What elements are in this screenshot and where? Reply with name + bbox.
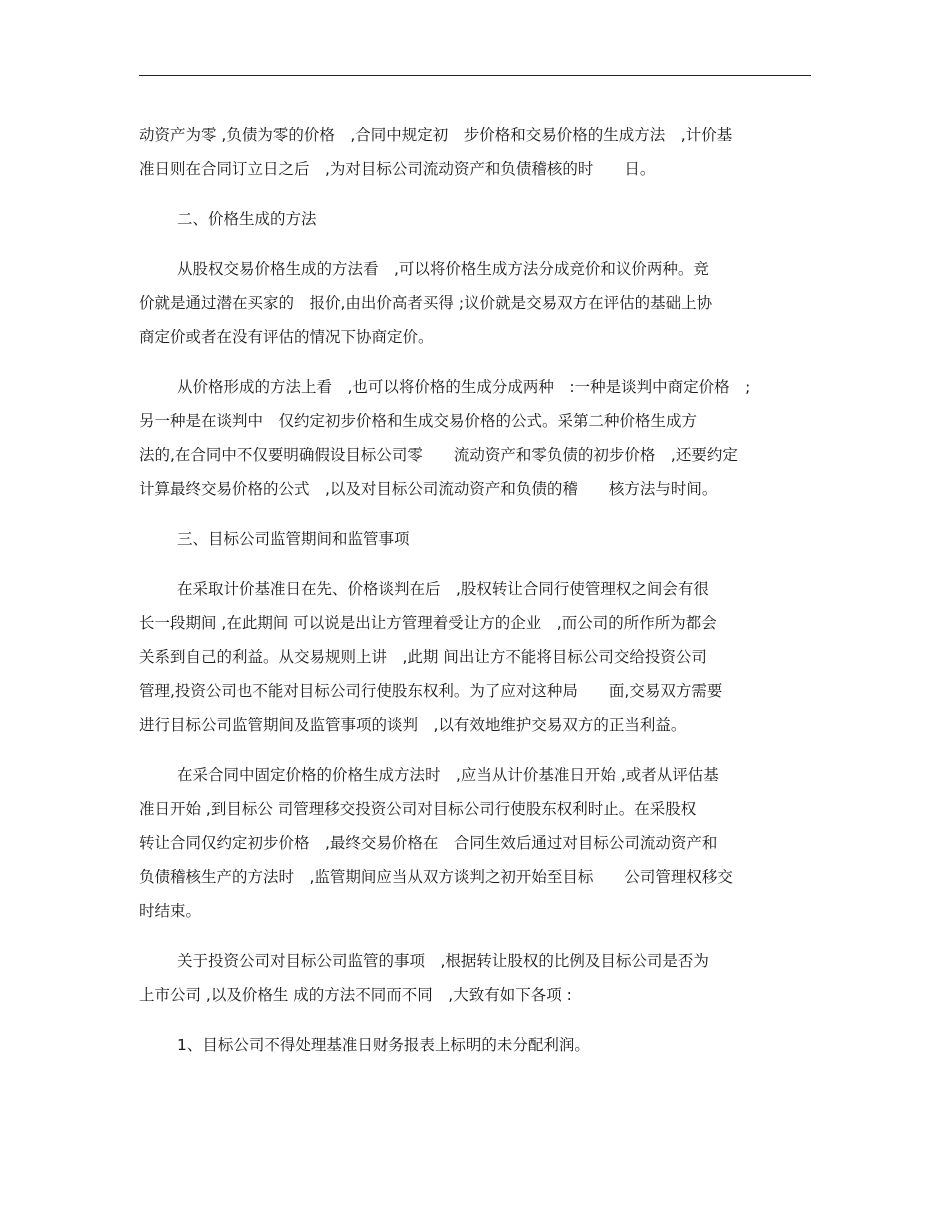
text-line: 上市公司 ,以及价格生 成的方法不同而不同 ,大致有如下各项 : [139, 986, 572, 1004]
text-line: 从股权交易价格生成的方法看 ,可以将价格生成方法分成竞价和议价两种。竞 [177, 260, 709, 278]
text-line: 管理,投资公司也不能对目标公司行使股东权利。为了应对这种局 面,交易双方需要 [139, 682, 723, 700]
paragraph-supervision-period [139, 572, 811, 742]
text-line: 动资产为零 ,负债为零的价格 ,合同中规定初 步价格和交易价格的生成方法 ,计价基 [139, 126, 733, 144]
text-line: 关于投资公司对目标公司监管的事项 ,根据转让股权的比例及目标公司是否为 [177, 952, 709, 970]
text-line: 转让合同仅约定初步价格 ,最终交易价格在 合同生效后通过对目标公司流动资产和 [139, 834, 718, 852]
paragraph-fixed-price [139, 758, 811, 928]
list-item-1 [139, 1028, 811, 1062]
paragraph-price-formation [139, 370, 811, 506]
heading-text: 三、目标公司监管期间和监管事项 [177, 530, 410, 548]
paragraph-bidding [139, 252, 811, 354]
text-line: 法的,在合同中不仅要明确假设目标公司零 流动资产和零负债的初步价格 ,还要约定 [139, 446, 738, 464]
text-line: 计算最终交易价格的公式 ,以及对目标公司流动资产和负债的稽 核方法与时间。 [139, 480, 718, 498]
text-line: 负债稽核生产的方法时 ,监管期间应当从双方谈判之初开始至目标 公司管理权移交 [139, 868, 733, 886]
section-heading-price-method [139, 202, 811, 236]
document-body [139, 118, 811, 1062]
text-line: 商定价或者在没有评估的情况下协商定价。 [139, 328, 434, 346]
header-rule [139, 75, 811, 76]
paragraph-supervision-items [139, 944, 811, 1012]
section-heading-supervision [139, 522, 811, 556]
text-line: 从价格形成的方法上看 ,也可以将价格的生成分成两种 :一种是谈判中商定价格 ; [177, 378, 751, 396]
heading-text: 二、价格生成的方法 [177, 210, 317, 228]
text-line: 在采合同中固定价格的价格生成方法时 ,应当从计价基准日开始 ,或者从评估基 [177, 766, 719, 784]
text-line: 另一种是在谈判中 仅约定初步价格和生成交易价格的公式。采第二种价格生成方 [139, 412, 698, 430]
text-line: 准日则在合同订立日之后 ,为对目标公司流动资产和负债稽核的时 日。 [139, 160, 656, 178]
text-line: 在采取计价基准日在先、价格谈判在后 ,股权转让合同行使管理权之间会有很 [177, 580, 709, 598]
text-line: 时结束。 [139, 902, 202, 920]
list-item-text: 1、目标公司不得处理基准日财务报表上标明的未分配利润。 [177, 1036, 590, 1054]
text-line: 准日开始 ,到目标公 司管理移交投资公司对目标公司行使股东权利时止。在采股权 [139, 800, 697, 818]
text-line: 进行目标公司监管期间及监管事项的谈判 ,以有效地维护交易双方的正当利益。 [139, 716, 687, 734]
text-line: 价就是通过潜在买家的 报价,由出价高者买得 ;议价就是交易双方在评估的基础上协 [139, 294, 713, 312]
text-line: 长一段期间 ,在此期间 可以说是出让方管理着受让方的企业 ,而公司的所作所为都会 [139, 614, 717, 632]
text-line: 关系到自己的利益。从交易规则上讲 ,此期 间出让方不能将目标公司交给投资公司 [139, 648, 707, 666]
paragraph-continuation [139, 118, 811, 186]
